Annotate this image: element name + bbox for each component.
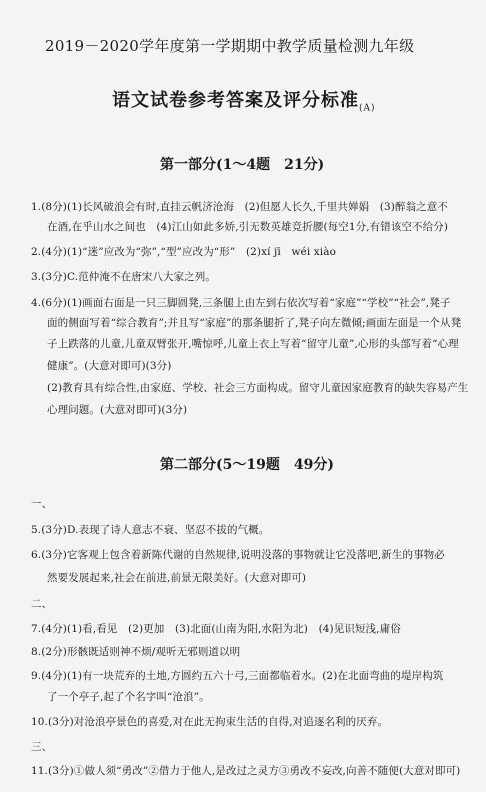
- answer-line: 11.(3分)①做人须“勇改”②借力于他人,是改过之灵方③勇改不妄改,向善不随便(大意对即可): [31, 765, 461, 777]
- document-subtitle: [112, 86, 376, 114]
- document-title: 2019－2020学年度第一学期期中教学质量检测九年级: [45, 37, 415, 55]
- subtitle-variant: (A): [359, 103, 376, 114]
- subtitle-text: 语文试卷参考答案及评分标准: [112, 90, 359, 111]
- answer-line: 8.(2分)形骸既适则神不烦/观听无邪则道以明: [31, 646, 241, 658]
- answer-line: 6.(3分)它客观上包含着新陈代谢的自然规律,说明没落的事物就让它没落吧,新生的事物必: [31, 549, 445, 561]
- answer-line: 10.(3分)对沧浪亭景色的喜爱,对在此无拘束生活的自得,对追逐名利的厌弃。: [31, 716, 389, 728]
- answer-line: 子上跌落的儿童,儿童双臂张开,嘴惊呼,儿童上衣上写着“留守儿童”,心形的头部写着“心理: [47, 338, 459, 350]
- answer-line: 在酒,在乎山水之间也 (4)江山如此多娇,引无数英雄竞折腰(每空1分,有错该空不给分): [47, 221, 449, 233]
- answer-line: 然要发展起来,社会在前进,前景无限美好。(大意对即可): [47, 572, 307, 584]
- answer-line: 1.(8分)(1)长风破浪会有时,直挂云帆济沧海 (2)但愿人长久,千里共婵娟 (3)醉翁之意不: [31, 201, 448, 213]
- section-1-heading: 第一部分(1～4题 21分): [160, 157, 325, 173]
- answer-line: 二、: [31, 598, 53, 610]
- answer-line: 9.(4分)(1)有一块荒弃的土地,方圆约五六十弓,三面都临着水。(2)在北面弯曲的堤岸构筑: [31, 670, 444, 682]
- answer-line: 5.(3分)D.表现了诗人意志不衰、坚忍不拔的气概。: [31, 524, 270, 536]
- section-2-heading: 第二部分(5～19题 49分): [160, 457, 334, 473]
- answer-line: 了一个亭子,起了个名字叫“沧浪”。: [47, 691, 210, 703]
- answer-line: 健康”。(大意对即可)(3分): [47, 360, 172, 372]
- answer-line: 4.(6分)(1)画面右面是一只三脚圆凳,三条腿上由左到右依次写着“家庭”“学校”“社会”,凳子: [31, 297, 451, 309]
- answer-line: 3.(3分)C.范仲淹不在唐宋八大家之列。: [31, 271, 216, 283]
- answer-line: 2.(4分)(1)“迷”应改为“弥”,“型”应改为“形” (2)xí jī wéi xiào: [31, 246, 337, 258]
- answer-line: 心理问题。(大意对即可)(3分): [47, 404, 188, 416]
- answer-line: 一、: [31, 498, 53, 510]
- answer-line: (2)教育具有综合性,由家庭、学校、社会三方面构成。留守儿童因家庭教育的缺失容易产生: [47, 382, 469, 394]
- answer-line: 面的侧面写着“综合教育”;并且写“家庭”的那条腿折了,凳子向左微倾;画面左面是一个从凳: [47, 317, 462, 329]
- answer-line: 三、: [31, 741, 53, 753]
- answer-line: 7.(4分)(1)看,看见 (2)更加 (3)北面(山南为阳,水阳为北) (4)见识短浅,庸俗: [31, 623, 401, 635]
